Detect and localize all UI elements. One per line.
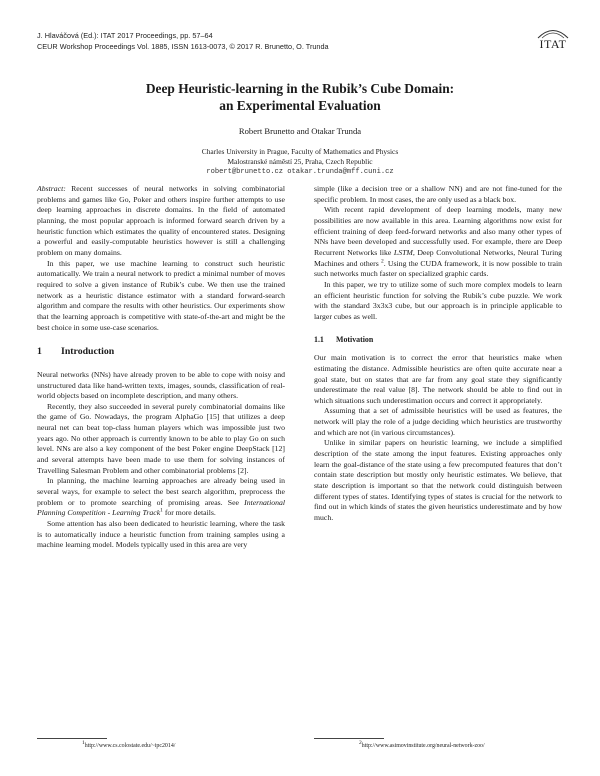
motivation-paragraph-2: Assuming that a set of admissible heuristics will be used as features, the network will play the role of a judge deciding which heuristics are trustworthy and which are not (in various circumstances). [314, 406, 562, 437]
footnote-1-mark: 1 [82, 740, 85, 747]
affiliation [60, 147, 540, 177]
right-paragraph-3: In this paper, we try to utilize some of such more complex models to learn an efficient heuristic function for solving the Rubik’s cube puzzle. We work with the standard 3x3x3 cube, but our approach is in principle applicable to larger cubes as well. [314, 279, 562, 321]
author-emails: robert@brunetto.cz otakar.trunda@mff.cuni.cz [206, 168, 394, 176]
footnote-1 [37, 738, 285, 750]
header-line-2: CEUR Workshop Proceedings Vol. 1885, ISSN 1613-0073, © 2017 R. Brunetto, O. Trunda [37, 42, 329, 51]
title-line-1: Deep Heuristic-learning in the Rubik’s Cube Domain: [145, 81, 455, 96]
footnote-1-url[interactable]: http://www.cs.colostate.edu/~ipc2014/ [84, 743, 176, 749]
itat-logo [535, 27, 571, 51]
intro-p3-tail: for more details. [164, 508, 216, 518]
left-column [37, 184, 285, 551]
footnote-mark-2: 2 [381, 258, 384, 265]
right-paragraph-2 [314, 205, 562, 280]
subsection-heading-motivation [314, 335, 562, 346]
right-paragraph-1: simple (like a decision tree or a shallow NN) and are not fine-tuned for the specific problem. In most cases, the are only used as a black box. [314, 184, 562, 204]
lstm-term: LSTM [393, 247, 413, 257]
abstract-paragraph-2: In this paper, we use machine learning to construct such heuristic automatically. We train a neural network to predict a minimal number of moves required to solve a given instance of Rubik’s cube. We then use the trained network as a heuristic distance estimator with a standard forward-search algorithm and compare the results with other heuristics. Our experiments show that the learning approach is competitive with state-of-the-art and might be the best choice in some use-case scenarios. [37, 258, 285, 332]
right-p2-text: With recent rapid development of deep learning models, many new possibilities are now available in this area. Learning algorithms now exist for efficient training of deep feed-forward networks and also many other types of NNs have been developed and successfully used. For example, there are Deep Recurrent Networks like [314, 205, 562, 257]
intro-paragraph-4: Some attention has also been dedicated to heuristic learning, where the task is to automatically induce a heuristic function from training samples using a machine learning model. Models typically used in this area are very [37, 519, 285, 550]
footnote-mark-1: 1 [160, 507, 163, 514]
subsection-title: Motivation [336, 334, 374, 344]
abstract-label: Abstract: [37, 184, 66, 193]
intro-paragraph-2: Recently, they also succeeded in several purely combinatorial domains like the game of Go. Nowadays, the program AlphaGo [15] that utilizes a deep neural net can beat top-class human players which was impossible just two years ago. No other approach is currently known to be able to play Go on such level. NNs are also a key component of the best Poker engine DeepStack [12] and several attempts have been made to use them for solving instances of Travelling Salesman Problem and other combinatorial problems [2]. [37, 401, 285, 475]
section-title: Introduction [61, 346, 115, 358]
footnote-2 [314, 738, 562, 750]
intro-paragraph-3 [37, 476, 285, 519]
abstract-text-1: Recent successes of neural networks in solving combinatorial problems and games like Go, Poker and others inspire further attempts to use deep learning approaches in discrete domains. In the field of automated planning, the most popular approach is informed forward search driven by a heuristic function which estimates the quality of encountered states. Designing a powerful and easily-computable heuristics however is still a challenging problem on many domains. [37, 184, 286, 257]
section-number: 1 [37, 346, 42, 358]
subsection-number: 1.1 [314, 334, 324, 344]
footnote-2-mark: 2 [359, 740, 362, 747]
affiliation-line-1: Charles University in Prague, Faculty of Mathematics and Physics [201, 147, 399, 156]
logo-text: ITAT [539, 37, 567, 51]
intro-paragraph-1: Neural networks (NNs) have already proven to be able to cope with noisy and unstructured data like hand-written texts, images, sounds, classification of real-world objects based on incomplete description, and many others. [37, 369, 285, 401]
paper-title [60, 80, 540, 114]
footnote-rule [37, 738, 107, 739]
footnote-2-url[interactable]: http://www.asimovinstitute.org/neural-network-zoo/ [361, 743, 485, 749]
title-line-2: an Experimental Evaluation [219, 98, 381, 113]
motivation-paragraph-3: Unlike in similar papers on heuristic learning, we include a simplified description of the state among the input features. Existing approaches only learn the goal-distance of the state using a few precomputed features that don’t contain state description but mostly only heuristic estimates. We believe, that state description is important so that the network could distinguish between different types of states. Identifying types of states is crucial for the network to find out in which kinds of states the given heuristics underestimate and by how much. [314, 438, 562, 523]
running-header [37, 30, 557, 52]
right-p2-mid: , Deep Convolutional Networks, Neural Turing Machines and others [314, 247, 562, 268]
motivation-paragraph-1: Our main motivation is to correct the error that heuristics make when estimating the distance. Admissible heuristics are often quite accurate near a goal state, but on states that are far from any goal state they significantly underestimate the real value [8]. The network should be able to find out in which situations such underestimation occurs and correct it appropriately. [314, 353, 562, 405]
header-line-1: J. Hlaváčová (Ed.): ITAT 2017 Proceedings, pp. 57–64 [37, 31, 213, 40]
footnote-rule [314, 738, 384, 739]
authors: Robert Brunetto and Otakar Trunda [238, 126, 362, 136]
affiliation-line-2: Malostranské náměstí 25, Praha, Czech Republic [227, 157, 373, 166]
intro-p3-text: In planning, the machine learning approaches are already being used in several ways, for example to select the best search algorithm, preprocess the problem or to promote searching of promising areas. See [37, 476, 285, 507]
ipc-learning-track: International Planning Competition - Learning Track [37, 497, 286, 518]
right-p2-tail: . Using the CUDA framework, it is now possible to train such networks much faster on specialized graphic cards. [314, 258, 562, 279]
right-column [314, 184, 562, 524]
section-heading-introduction [37, 347, 285, 358]
abstract-paragraph-1 [37, 184, 285, 259]
